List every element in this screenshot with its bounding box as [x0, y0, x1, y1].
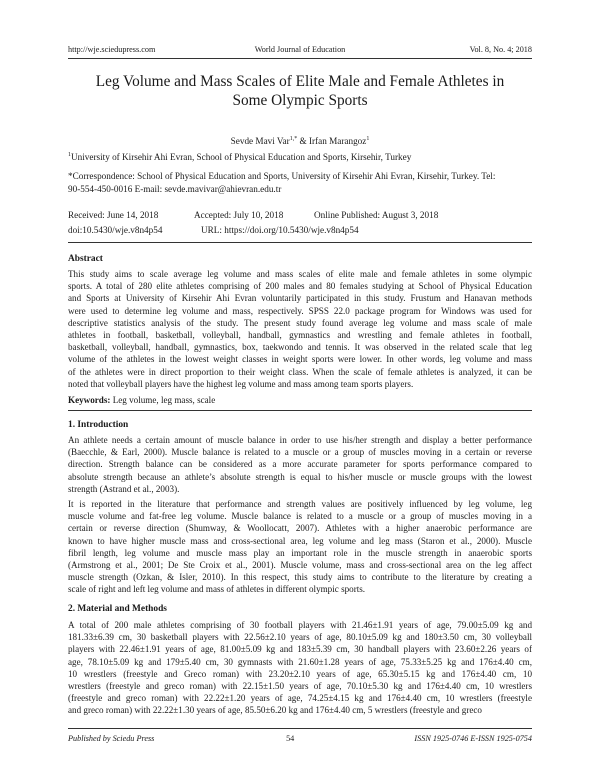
correspondence — [68, 170, 532, 195]
text-line: of the athletes were in direct proportion to their weight class. When the scale of female athletes is analyzed, it can be — [68, 366, 532, 377]
text-line: and greco roman) with 22.22±1.30 years of age, 85.50±6.20 kg and 176±4.40 cm, 5 wrestlers (freestyle and greco — [68, 705, 482, 716]
text-line: age, 78.10±5.09 kg and 179±5.40 cm, 30 gymnasts with 21.60±1.28 years of age, 75.33±5.25 kg and 176±4.40 cm, — [68, 656, 532, 667]
title-line-2: Some Olympic Sports — [232, 92, 368, 109]
author-affiliation-mark: 1,* — [289, 135, 298, 142]
keywords-text: Leg volume, leg mass, scale — [110, 395, 216, 405]
methods-paragraph-1 — [68, 619, 532, 717]
text-line: were used to determine leg volume and mass, respectively. SPSS 22.0 package program for Windows was used for — [68, 305, 532, 316]
section-heading: 2. Material and Methods — [68, 604, 167, 614]
section-heading: 1. Introduction — [68, 420, 129, 430]
correspondence-line: *Correspondence: School of Physical Education and Sports, University of Kirsehir Ahi Evran, Kirsehir, Turkey. Tel: — [68, 171, 496, 181]
header-rule — [68, 58, 532, 59]
text-line: scale of right and left leg volume and mass of athletes in different olympic sports. — [68, 584, 366, 595]
text-line: This study aims to scale average leg volume and mass scales of elite male and female athletes in some olympic — [68, 269, 532, 279]
text-line: athletes in football, basketball, volleyball, handball, gymnastics and wrestling and female athletes in football, — [68, 329, 532, 340]
author-name: Irfan Marangoz — [308, 136, 367, 146]
author-name: Sevde Mavi Var — [230, 136, 290, 146]
affiliation — [68, 151, 532, 164]
text-line: It is reported in the literature that performance and strength values are positively influenced by leg volume, leg — [68, 499, 532, 509]
text-line: descriptive statistics analysis of the study. The present study found average leg volume and mass scale of male — [68, 317, 532, 328]
text-line: and Sports at University of Kirsehir Ahi Evran voluntarily participated in this study. Frustum and Hanavan methods — [68, 293, 532, 304]
text-line: muscle volume and fat-free leg volume. Muscle balance is related to a muscle or a group of muscles moving in a — [68, 511, 532, 522]
keywords-label: Keywords: — [68, 395, 111, 405]
received-date: Received: June 14, 2018 — [68, 210, 159, 220]
text-line: muscle strength (Ozkan, & Isler, 2010). In this respect, this study aims to contribute to the literature by creating a — [68, 572, 532, 583]
correspondence-line: 90-554-450-0016 E-mail: sevde.mavivar@ahievran.edu.tr — [68, 183, 282, 194]
journal-url[interactable]: http://wje.sciedupress.com — [68, 45, 156, 54]
keywords — [68, 394, 532, 406]
author-list — [68, 136, 532, 146]
affiliation-text: University of Kirsehir Ahi Evran, School of Physical Education and Sports, Kirsehir, Turkey — [71, 152, 412, 162]
text-line: wrestlers (freestyle and greco roman) with 22.15±1.50 years of age, 70.10±5.30 kg and 176±4.40 cm, 10 wrestlers — [68, 680, 532, 691]
text-line: volume of the athletes in the lowest weight classes in weight sports were lower. In other words, leg volume and mass — [68, 354, 532, 365]
text-line: 181.33±6.39 cm, 30 basketball players with 22.56±2.10 years of age, 80.10±5.09 kg and 180±3.50 cm, 30 volleyball — [68, 632, 532, 643]
text-line: A total of 200 male athletes comprising of 30 football players with 21.46±1.91 years of age, 79.00±5.09 kg and — [68, 620, 532, 630]
text-line: strength (Astrand et al., 2003). — [68, 483, 180, 494]
meta-rule — [68, 242, 532, 243]
published-date: Online Published: August 3, 2018 — [314, 210, 439, 220]
title-line-1: Leg Volume and Mass Scales of Elite Male and Female Athletes in — [95, 73, 505, 90]
text-line: sports. A total of 280 elite athletes comprising of 200 males and 80 females studying at School of Physical Education — [68, 281, 532, 292]
text-line: known to have higher muscle mass and cross-sectional area, leg volume and leg mass (Staron et al., 2000). Muscle — [68, 535, 532, 546]
text-line: (Baecchle, & Earl, 2000). Muscle balance is related to a muscle or a group of muscles moving in a certain or reverse — [68, 447, 532, 458]
volume-info: Vol. 8, No. 4; 2018 — [469, 45, 532, 54]
author-affiliation-mark: 1 — [366, 135, 370, 142]
affiliation-mark: 1 — [68, 151, 71, 158]
text-line: fibril length, leg volume and muscle mass play an important role in the muscle strength in anaerobic sports — [68, 547, 532, 558]
issn: ISSN 1925-0746 E-ISSN 1925-0754 — [414, 734, 532, 743]
author-separator: & — [297, 136, 309, 146]
text-line: (freestyle and greco roman) with 22.22±1.20 years of age, 74.25±4.15 kg and 176±4.40 cm, 10 wrestlers (freestyle — [68, 693, 532, 704]
page-number: 54 — [286, 734, 295, 743]
publisher: Published by Sciedu Press — [68, 734, 155, 743]
text-line: 10 wrestlers (freestyle and Greco roman) with 23.20±2.10 years of age, 65.30±5.15 kg and 176±4.40 cm, 10 — [68, 668, 532, 679]
doi[interactable]: doi:10.5430/wje.v8n4p54 — [68, 225, 163, 235]
text-line: players with 22.46±1.91 years of age, 81.00±5.09 kg and 183±5.39 cm, 30 handball players with 23.60±2.26 years of — [68, 644, 532, 655]
abstract-body — [68, 268, 532, 390]
keywords-rule — [68, 410, 532, 411]
paper-title — [68, 72, 532, 110]
text-line: direction. Strength balance can be considered as a more accurate parameter for sports performance compared to — [68, 459, 532, 470]
text-line: noted that volleyball players have the highest leg volume and mass among team sports players. — [68, 378, 414, 389]
journal-name: World Journal of Education — [254, 45, 346, 54]
footer-rule — [68, 728, 532, 729]
abstract-heading: Abstract — [68, 254, 103, 264]
text-line: (Armstrong et al., 2001; De Ste Croix et al., 2001). Muscle volume, mass and cross-sectional area on the leg affect — [68, 559, 532, 570]
intro-paragraph-1 — [68, 434, 532, 495]
accepted-date: Accepted: July 10, 2018 — [194, 210, 284, 220]
text-line: basketball, volleyball, handball, gymnastics, box, taekwondo and tennis. It was observed in the related scale that leg — [68, 342, 532, 353]
text-line: absolute strength because an athlete’s absolute strength is equal to his/her muscle or muscle groups with the lowest — [68, 471, 532, 482]
doi-url[interactable]: URL: https://doi.org/10.5430/wje.v8n4p54 — [201, 225, 359, 235]
text-line: certain or reverse direction (Shumway, & Woollocatt, 2007). Athletes with a higher anaerobic performance are — [68, 523, 532, 534]
text-line: An athlete needs a certain amount of muscle balance in order to use his/her strength and display a better performance — [68, 435, 532, 445]
intro-paragraph-2 — [68, 498, 532, 596]
running-header — [68, 45, 532, 57]
